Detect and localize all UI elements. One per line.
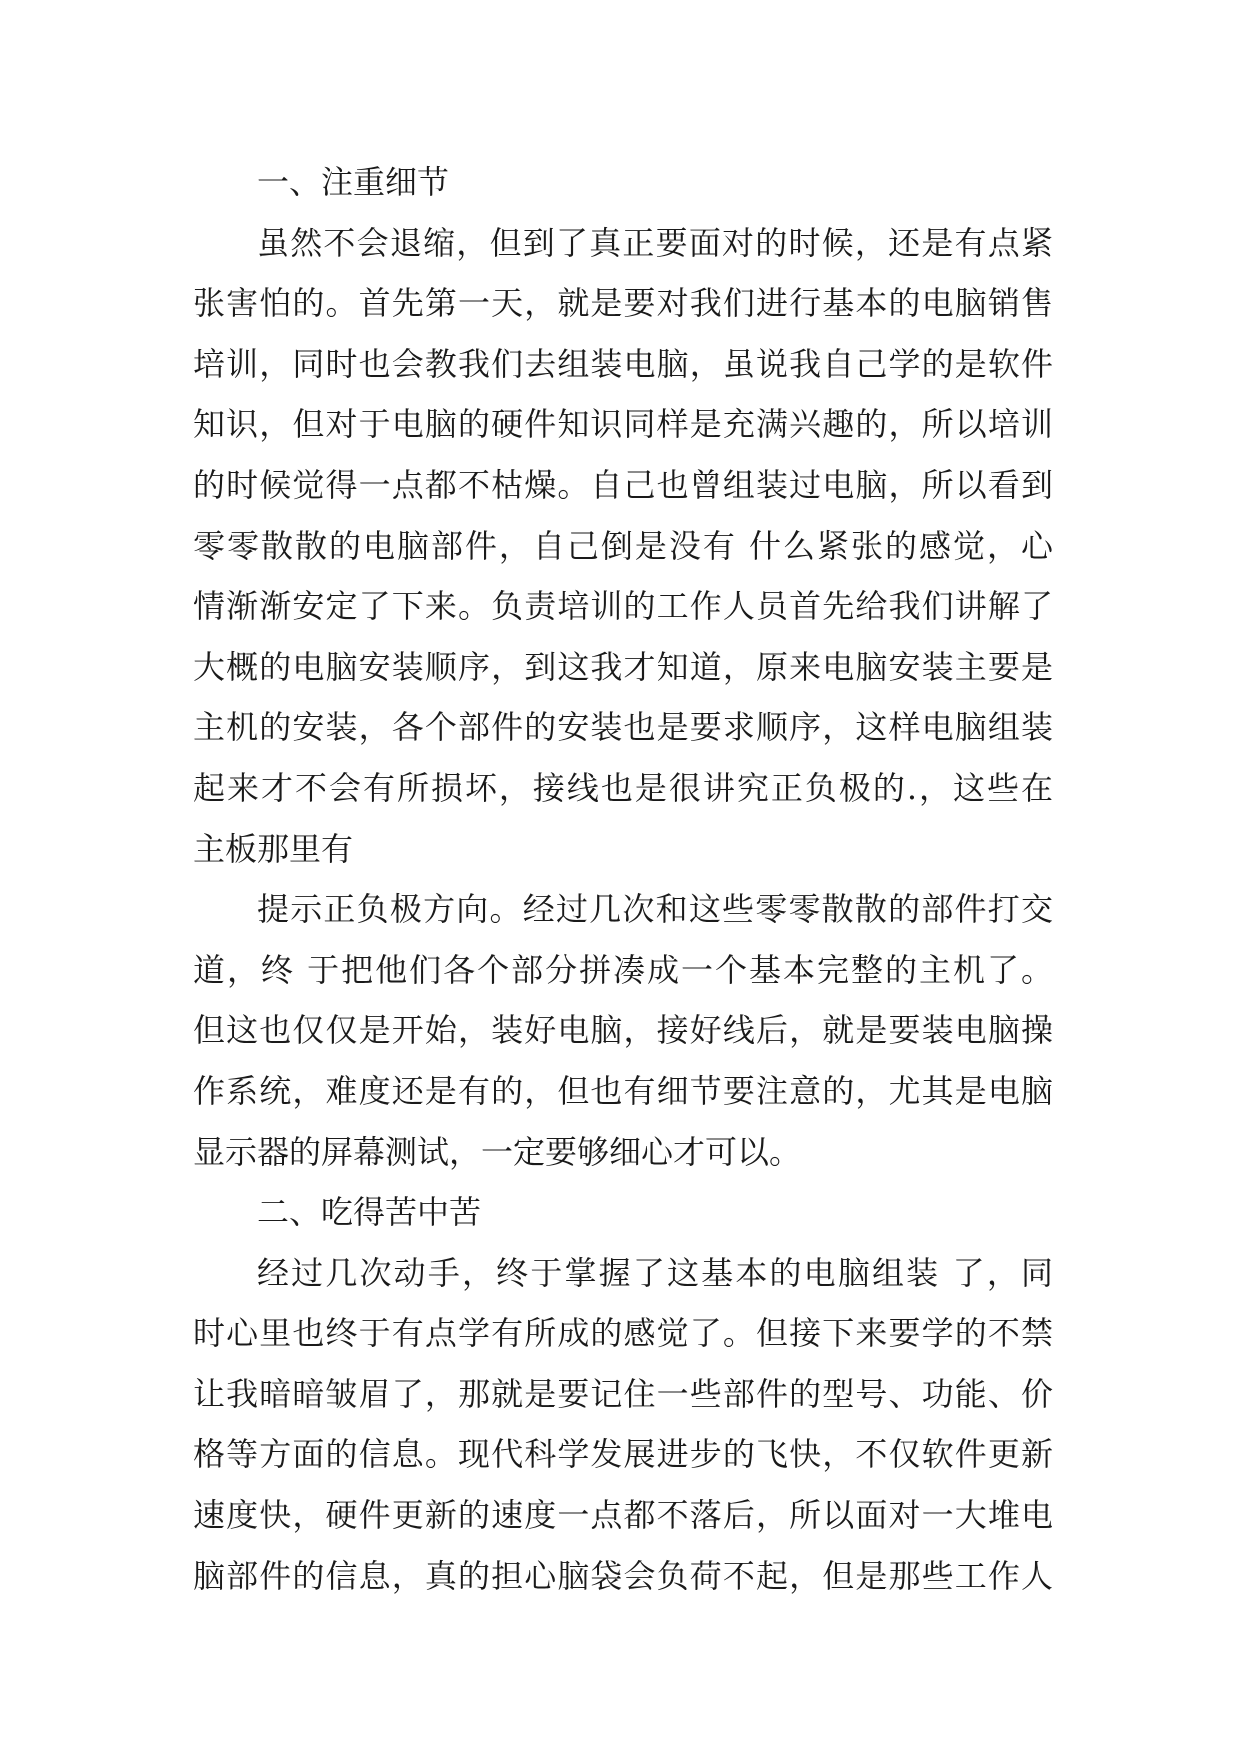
section-heading-2: 二、吃得苦中苦 [257, 1193, 482, 1232]
text-line: 张害怕的。首先第一天，就是要对我们进行基本的电脑销售 [193, 284, 1053, 323]
document-page [193, 152, 1053, 1606]
text-line: 提示正负极方向。经过几次和这些零零散散的部件打交 [257, 890, 1053, 929]
text-line: 作系统，难度还是有的，但也有细节要注意的，尤其是电脑 [193, 1071, 1053, 1110]
paragraph-2 [193, 879, 1053, 1182]
text-line: 让我暗暗皱眉了，那就是要记住一些部件的型号、功能、价 [193, 1374, 1053, 1413]
text-line: 主板那里有 [193, 829, 354, 868]
text-line: 零零散散的电脑部件，自己倒是没有 什么紧张的感觉，心 [193, 526, 1053, 565]
section-heading-1: 一、注重细节 [257, 163, 450, 201]
text-line: 主机的安装，各个部件的安装也是要求顺序，这样电脑组装 [193, 708, 1053, 747]
text-line: 起来才不会有所损坏，接线也是很讲究正负极的.，这些在 [193, 768, 1053, 807]
text-line: 格等方面的信息。现代科学发展进步的飞快，不仅软件更新 [193, 1435, 1053, 1474]
text-line: 大概的电脑安装顺序，到这我才知道，原来电脑安装主要是 [193, 647, 1053, 686]
text-line: 速度快，硬件更新的速度一点都不落后，所以面对一大堆电 [193, 1496, 1053, 1535]
text-line: 脑部件的信息，真的担心脑袋会负荷不起，但是那些工作人 [193, 1556, 1053, 1595]
text-line: 的时候觉得一点都不枯燥。自己也曾组装过电脑，所以看到 [193, 465, 1053, 504]
text-line: 时心里也终于有点学有所成的感觉了。但接下来要学的不禁 [193, 1314, 1053, 1353]
text-line: 道，终 于把他们各个部分拼凑成一个基本完整的主机了。 [193, 950, 1053, 989]
text-line: 但这也仅仅是开始，装好电脑，接好线后，就是要装电脑操 [193, 1011, 1053, 1050]
text-line: 知识，但对于电脑的硬件知识同样是充满兴趣的，所以培训 [193, 405, 1053, 444]
paragraph-3 [193, 1243, 1053, 1607]
text-line: 经过几次动手，终于掌握了这基本的电脑组装 了，同 [257, 1253, 1053, 1292]
text-line: 虽然不会退缩，但到了真正要面对的时候，还是有点紧 [257, 223, 1053, 262]
paragraph-1 [193, 213, 1053, 880]
text-line: 培训，同时也会教我们去组装电脑，虽说我自己学的是软件 [193, 344, 1053, 383]
text-line: 情渐渐安定了下来。负责培训的工作人员首先给我们讲解了 [193, 587, 1053, 626]
text-line: 显示器的屏幕测试，一定要够细心才可以。 [193, 1132, 802, 1171]
